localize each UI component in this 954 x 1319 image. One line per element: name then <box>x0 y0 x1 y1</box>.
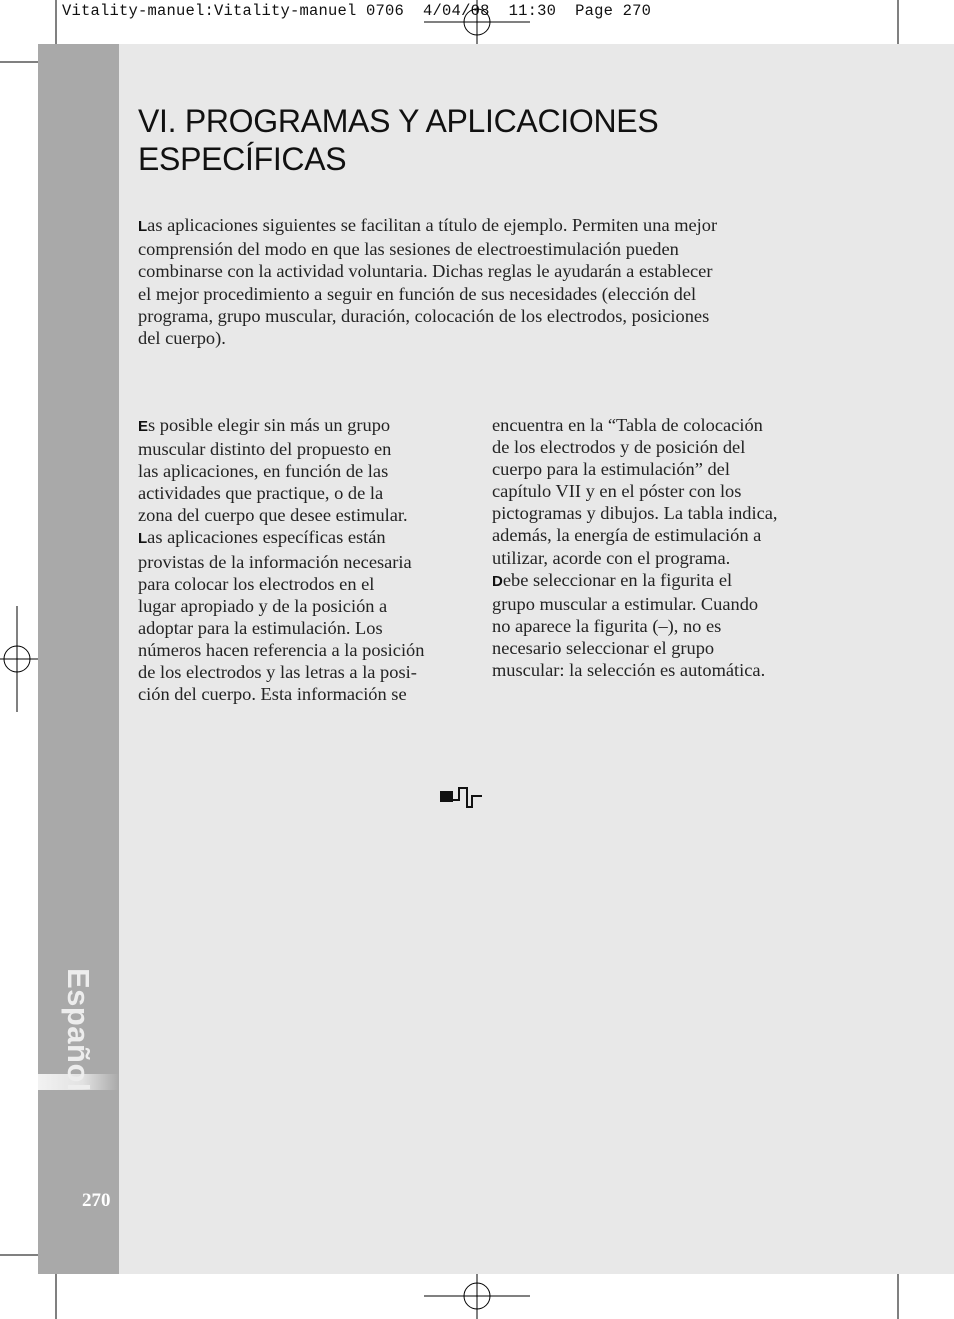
text-line: zona del cuerpo que desee estimular. <box>138 505 408 526</box>
text-line: cuerpo para la estimulación” del <box>492 459 730 480</box>
text-line: del cuerpo). <box>138 328 226 349</box>
text-line: provistas de la información necesaria <box>138 551 412 572</box>
text-line: no aparece la figurita (–), no es <box>492 615 722 636</box>
text-line: el mejor procedimiento a seguir en función de sus necesidades (elección del <box>138 283 697 304</box>
registration-mark-icon <box>424 1270 530 1319</box>
body-paragraph <box>138 526 468 705</box>
drop-cap: E <box>138 418 149 435</box>
text-line: de los electrodos y las letras a la posi- <box>138 662 417 683</box>
text-line: utilizar, acorde con el programa. <box>492 547 731 568</box>
text-line: pictogramas y dibujos. La tabla indica, <box>492 503 778 524</box>
left-column <box>138 414 468 705</box>
title-line: ESPECÍFICAS <box>138 141 347 177</box>
text-line: Debe seleccionar en la figurita el <box>492 569 733 590</box>
text-line: lugar apropiado y de la posición a <box>138 595 388 616</box>
text-line: programa, grupo muscular, duración, colocación de los electrodos, posiciones <box>138 305 710 326</box>
text-line: necesario seleccionar el grupo <box>492 637 715 658</box>
registration-mark-icon <box>0 606 42 712</box>
text-line: de los electrodos y de posición del <box>492 437 746 458</box>
pulse-waveform-icon <box>438 786 486 812</box>
text-line: actividades que practique, o de la <box>138 483 384 504</box>
title-line: VI. PROGRAMAS Y APLICACIONES <box>138 103 659 139</box>
drop-cap: L <box>138 530 148 548</box>
drop-cap: L <box>138 218 148 235</box>
right-column <box>492 414 822 681</box>
page-number: 270 <box>82 1190 111 1211</box>
text-line: Es posible elegir sin más un grupo <box>138 415 391 435</box>
text-line: para colocar los electrodos en el <box>138 573 375 594</box>
body-paragraph <box>138 414 468 526</box>
text-line: muscular distinto del propuesto en <box>138 439 392 460</box>
print-slug: Vitality-manuel:Vitality-manuel 0706 4/04/08 11:30 Page 270 <box>62 2 652 20</box>
text-line: además, la energía de estimulación a <box>492 525 762 546</box>
text-line: ción del cuerpo. Esta información se <box>138 684 407 705</box>
text-line: capítulo VII y en el póster con los <box>492 481 742 502</box>
text-line: adoptar para la estimulación. Los <box>138 617 383 638</box>
text-line: las aplicaciones, en función de las <box>138 461 389 482</box>
text-line: grupo muscular a estimular. Cuando <box>492 593 759 614</box>
text-line: encuentra en la “Tabla de colocación <box>492 415 763 435</box>
text-line: Las aplicaciones siguientes se facilitan a título de ejemplo. Permiten una mejor <box>138 215 718 235</box>
registration-mark-icon <box>424 0 530 48</box>
language-label: Español <box>61 967 96 1093</box>
text-line: muscular: la selección es automática. <box>492 660 766 681</box>
text-line: Las aplicaciones específicas están <box>138 527 386 548</box>
body-paragraph <box>492 414 822 569</box>
drop-cap: D <box>492 572 503 590</box>
text-line: comprensión del modo en que las sesiones de electroestimulación pueden <box>138 239 679 260</box>
intro-paragraph <box>138 214 818 349</box>
text-line: combinarse con la actividad voluntaria. Dichas reglas le ayudarán a establecer <box>138 261 713 282</box>
body-paragraph <box>492 569 822 681</box>
page-title <box>138 102 838 178</box>
text-line: números hacen referencia a la posición <box>138 639 425 660</box>
